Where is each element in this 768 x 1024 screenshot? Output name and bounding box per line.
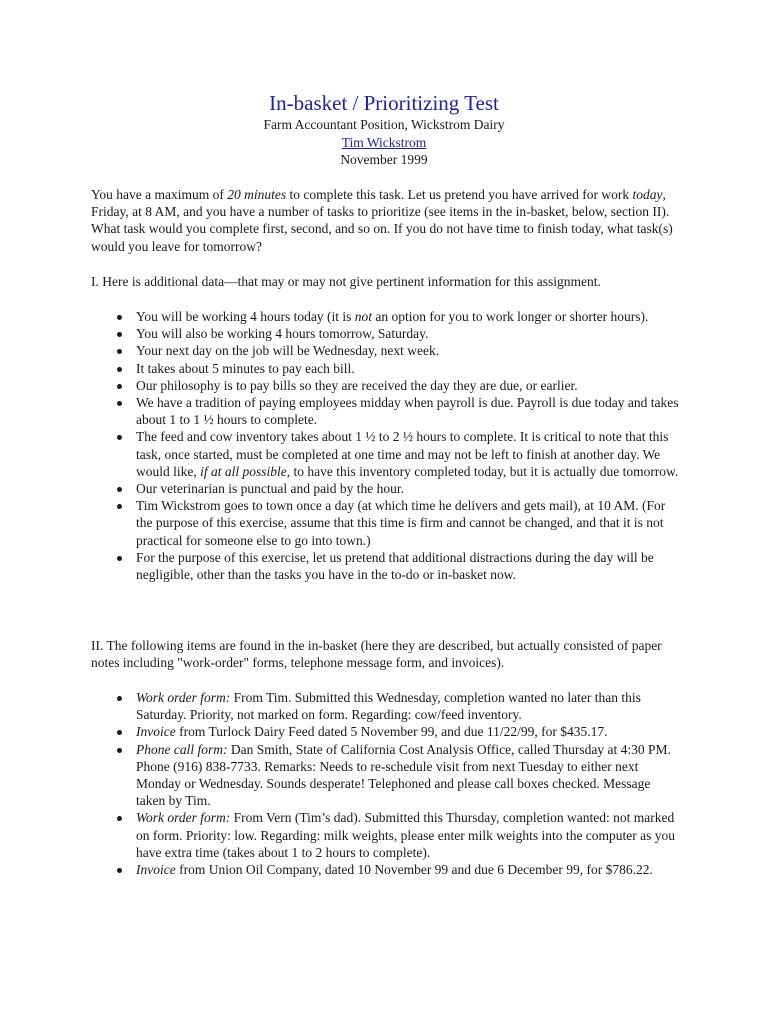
item-emphasis: Phone call form: <box>136 741 228 757</box>
item-emphasis: Work order form: <box>136 810 231 826</box>
item-text: an option for you to work longer or shorter hours). <box>372 309 649 324</box>
item-emphasis: Invoice <box>136 724 176 740</box>
bullet-icon <box>117 367 122 372</box>
item-text: from Union Oil Company, dated 10 November 99 and due 6 December 99, for $786.22. <box>175 862 653 878</box>
list-item <box>117 428 679 480</box>
item-emphasis: not <box>354 309 373 324</box>
bullet-icon <box>117 315 122 320</box>
bullet-icon <box>117 332 122 337</box>
list-item <box>117 549 679 583</box>
list-item <box>117 360 679 377</box>
document-header <box>0 90 768 169</box>
list-item <box>117 689 679 723</box>
item-text: For the purpose of this exercise, let us pretend that additional distractions during the day will be negligible, other than the tasks you have in the to-do or in-basket now. <box>136 549 654 583</box>
item-emphasis: Invoice <box>136 862 176 878</box>
item-text: You will be working 4 hours today (it is <box>136 309 355 324</box>
section-2-heading: II. The following items are found in the in-basket (here they are described, but actually consisted of paper notes including "work-order" forms, telephone message form, and invoices). <box>91 638 662 671</box>
item-text: Dan Smith, State of California Cost Analysis Office, called Thursday at 4:30 PM. Phone (916) 838-7733. Remarks: Needs to re-schedule visit from next Tuesday to either next Monday or Wednesday. Sounds desperate! Telephoned and please call boxes checked. Message taken by Tim. <box>136 741 671 809</box>
intro-text-2: to complete this task. Let us pretend you have arrived for work <box>286 187 633 202</box>
list-item <box>117 394 679 428</box>
intro-paragraph <box>91 186 679 255</box>
document-date: November 1999 <box>340 152 428 167</box>
bullet-icon <box>117 556 122 561</box>
list-item <box>117 480 679 497</box>
document-subtitle: Farm Accountant Position, Wickstrom Dairy <box>263 117 505 132</box>
item-text: You will also be working 4 hours tomorrow, Saturday. <box>136 326 429 342</box>
item-text: Our philosophy is to pay bills so they are received the day they are due, or earlier. <box>136 377 578 393</box>
bullet-icon <box>117 401 122 406</box>
intro-emphasis-1: 20 minutes <box>227 187 287 202</box>
bullet-icon <box>117 748 122 753</box>
intro-text-3: , Friday, at 8 AM, and you have a number of tasks to prioritize (see items in the in-basket, below, section II). What task would you complete first, second, and so on. If you do not have time to finish today, what task(s) would you leave for tomorrow? <box>91 187 673 254</box>
document-title: In-basket / Prioritizing Test <box>269 91 499 115</box>
section-1-list <box>117 308 679 583</box>
list-item <box>117 809 679 861</box>
list-item <box>117 325 679 342</box>
bullet-icon <box>117 816 122 821</box>
item-text: We have a tradition of paying employees midday when payroll is due. Payroll is due today and takes about 1 to 1 ½ hours to complete. <box>136 395 679 428</box>
bullet-icon <box>117 487 122 492</box>
item-text: Your next day on the job will be Wednesday, next week. <box>136 343 440 359</box>
list-item <box>117 377 679 394</box>
item-text: , to have this inventory completed today, but it is actually due tomorrow. <box>286 463 679 479</box>
list-item <box>117 497 679 549</box>
item-text: It takes about 5 minutes to pay each bill. <box>136 360 355 376</box>
bullet-icon <box>117 868 122 873</box>
bullet-icon <box>117 435 122 440</box>
item-emphasis: Work order form: <box>136 690 231 705</box>
bullet-icon <box>117 504 122 509</box>
item-text: Our veterinarian is punctual and paid by the hour. <box>136 481 405 497</box>
bullet-icon <box>117 696 122 701</box>
bullet-icon <box>117 384 122 389</box>
author-link[interactable]: Tim Wickstrom <box>341 134 427 150</box>
item-text: from Turlock Dairy Feed dated 5 November 99, and due 11/22/99, for $435.17. <box>175 724 608 740</box>
item-emphasis: if at all possible <box>200 463 287 479</box>
item-text: From Tim. Submitted this Wednesday, completion wanted no later than this Saturday. Priority, not marked on form. Regarding: cow/feed inventory. <box>136 690 641 723</box>
list-item <box>117 723 679 740</box>
list-item <box>117 741 679 810</box>
section-1-heading: I. Here is additional data—that may or may not give pertinent information for this assignment. <box>91 274 601 289</box>
list-item <box>117 861 679 878</box>
list-item <box>117 342 679 359</box>
list-item <box>117 308 679 325</box>
item-text: Tim Wickstrom goes to town once a day (at which time he delivers and gets mail), at 10 AM. (For the purpose of this exercise, assume that this time is firm and cannot be changed, and that it is not practical for someone else to go into town.) <box>136 498 666 548</box>
bullet-icon <box>117 730 122 735</box>
item-text: From Vern (Tim’s dad). Submitted this Thursday, completion wanted: not marked on form. Priority: low. Regarding: milk weights, please enter milk weights into the computer as you have extra time (takes about 1 to 2 hours to complete). <box>136 810 676 860</box>
section-2-list <box>117 689 679 878</box>
item-text: The feed and cow inventory takes about 1 ½ to 2 ½ hours to complete. It is critical to note that this task, once started, must be completed at one time and may not be left to finish at another day. We would like, <box>136 429 669 479</box>
intro-emphasis-2: today <box>632 187 663 202</box>
intro-text-1: You have a maximum of <box>91 187 228 202</box>
bullet-icon <box>117 349 122 354</box>
